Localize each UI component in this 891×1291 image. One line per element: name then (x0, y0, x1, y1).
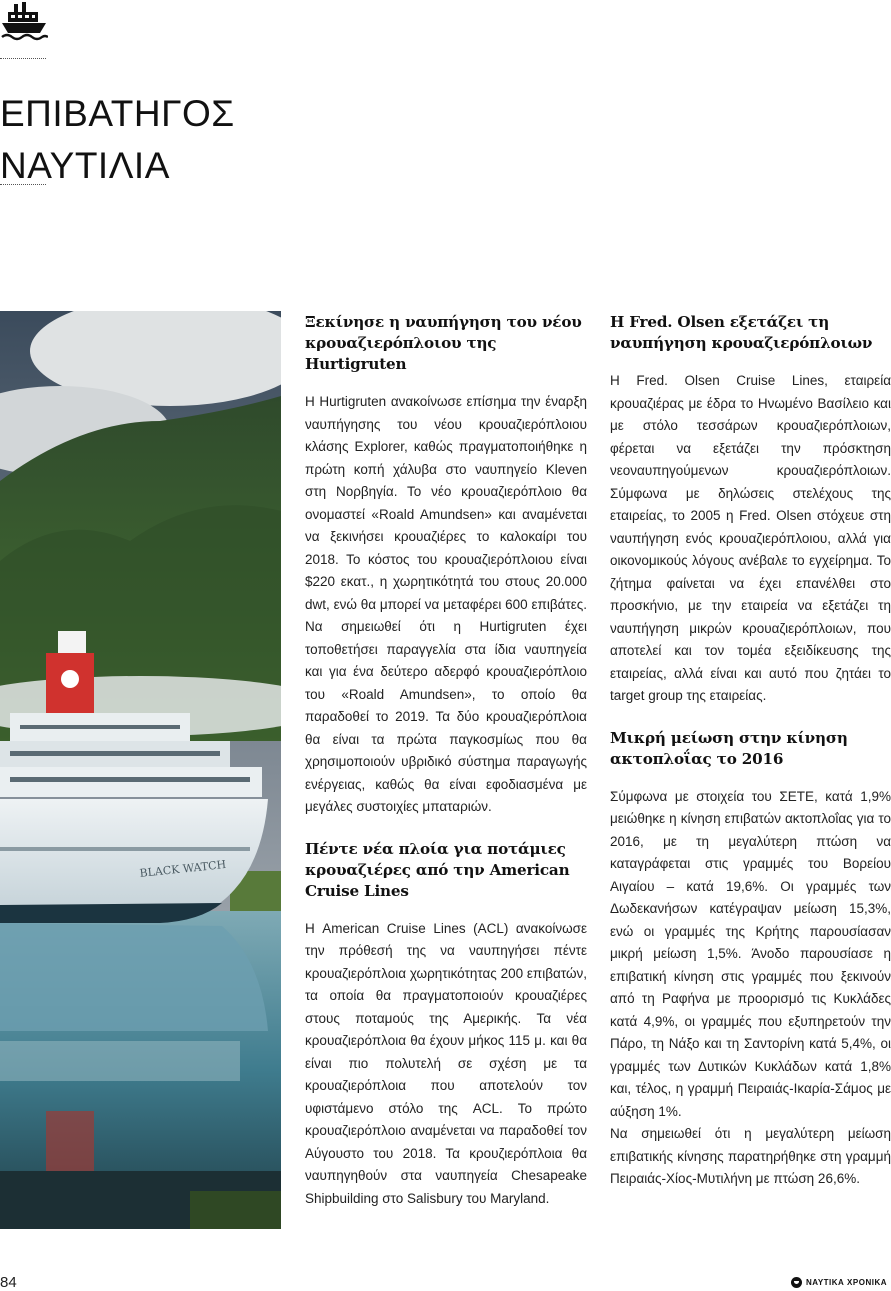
magazine-logo-icon (791, 1277, 802, 1288)
cruise-ship-photo (0, 311, 281, 1229)
column-left (305, 312, 587, 1210)
top-divider (0, 58, 46, 59)
page-number: 84 (0, 1274, 17, 1291)
article-american-cruise-lines (305, 839, 587, 1211)
section-title-line2: ΝΑΥΤΙΛΙΑ (0, 145, 170, 186)
article-title: Πέντε νέα πλοία για ποτάμιες κρουαζιέρες από την American Cruise Lines (305, 839, 570, 900)
ship-icon (0, 0, 48, 46)
article-body: Η Hurtigruten ανακοίνωσε επίσημα την έναρξη ναυπήγησης του νέου κρουαζιερόπλοιου κλάσης Explorer, καθώς πραγματοποιήθηκε η πρώτη κοπή χάλυβα στο ναυπηγείο Kleven στη Νορβηγία. Το νέο κρουαζιερόπλοιο θα ονομαστεί «Roald Amundsen» και αναμένεται να ξεκινήσει κρουαζιέρες το καλοκαίρι του 2018. Το κόστος του κρουαζιερόπλοιου είναι $220 εκατ., η χωρητικότητά του στους 20.000 dwt, ενώ θα μπορεί να μεταφέρει 600 επιβάτες. Να σημειωθεί ότι η Hurtigruten έχει τοποθετήσει παραγγελία στα ίδια ναυπηγεία και για ένα δεύτερο αδερφό κρουαζιερόπλοιο του «Roald Amundsen», το οποίο θα παραδοθεί το 2019. Τα δύο κρουαζιερόπλοια θα είναι τα πρώτα παγκοσμίως που θα χρησιμοποιούν υβριδικό σύστημα παραγωγής ενέργειας, καθώς θα είναι εφοδιασμένα με μεγάλες συστοιχίες μπαταριών. (305, 394, 587, 814)
article-title: Η Fred. Olsen εξετάζει τη ναυπήγηση κρουαζιερόπλοιων (610, 313, 873, 352)
article-coastal-shipping (610, 728, 891, 1191)
article-hurtigruten (305, 312, 587, 819)
article-body-continued: Να σημειωθεί ότι η μεγαλύτερη μείωση επιβατικής κίνησης παρατηρήθηκε στη γραμμή Πειραιάς-Χίος-Μυτιλήνη με πτώση 26,6%. (610, 1126, 891, 1186)
section-title-line1: ΕΠΙΒΑΤΗΓΟΣ (0, 93, 235, 134)
title-divider (0, 184, 46, 185)
section-title (0, 88, 235, 192)
brand-name: ΝΑΥΤΙΚΑ ΧΡΟΝΙΚΑ (806, 1278, 887, 1287)
hull-lettering: BLACK WATCH (138, 857, 227, 880)
article-body: Η Fred. Olsen Cruise Lines, εταιρεία κρουαζιέρας με έδρα το Ηνωμένο Βασίλειο και με στόλο τεσσάρων κρουαζιερόπλοιων, φέρεται να εξετάζει την πρόσκτηση νεοναυπηγούμενων κρουαζιερόπλοιων. Σύμφωνα με δηλώσεις στελέχους της εταιρείας, το 2005 η Fred. Olsen στόχευε στη ναυπήγηση ενός κρουαζιερόπλοιου, αλλά για οικονομικούς λόγους ανέβαλε το εγχείρημα. Το ζήτημα φαίνεται να έχει επανέλθει στο προσκήνιο, με την εταιρεία να εξετάζει τη ναυπήγηση μικρών κρουαζιερόπλοιων, που αποτελεί και τον τομέα εξειδίκευσης της εταιρείας, αλλά είναι και αυτό που ζητάει το target group της εταιρείας. (610, 373, 891, 703)
article-fred-olsen (610, 312, 891, 708)
article-body: Η American Cruise Lines (ACL) ανακοίνωσε την πρόθεσή της να ναυπηγήσει πέντε κρουαζιερόπλοια χωρητικότητας 200 επιβατών, τα οποία θα πραγματοποιούν κρουαζιέρες στους ποταμούς της Αμερικής. Τα νέα κρουαζιερόπλοια θα έχουν μήκος 115 μ. και θα είναι πιο πολυτελή σε σχέση με τα κρουαζιερόπλοια που αποτελούν τον υφιστάμενο στόλο της ACL. Το πρώτο κρουαζιερόπλοιο αναμένεται να παραδοθεί τον Αύγουστο του 2018. Τα κρουζιερόπλοια θα ναυπηγηθούν στα ναυπηγεία Chesapeake Shipbuilding στο Salisbury του Maryland. (305, 920, 587, 1206)
magazine-brand (791, 1277, 887, 1288)
article-title: Ξεκίνησε η ναυπήγηση του νέου κρουαζιερόπλοιου της Hurtigruten (305, 313, 582, 373)
article-title: Μικρή μείωση στην κίνηση ακτοπλοΐας το 2016 (610, 728, 848, 768)
article-body: Σύμφωνα με στοιχεία του ΣΕΤΕ, κατά 1,9% μειώθηκε η κίνηση επιβατών ακτοπλοΐας για το 2016, με τη μεγαλύτερη πτώση να καταγράφεται στις γραμμές του Βορείου Αιγαίου – κατά 19,6%. Οι γραμμές των Δωδεκανήσων κατέγραψαν μείωση 15,3%, ενώ οι γραμμές της Κρήτης παρουσίασαν μικρή μείωση 1,5%. Άνοδο παρουσίασε η επιβατική κίνηση στις γραμμές που ξεκινούν από τη Ραφήνα με προορισμό τις Κυκλάδες κατά 4,9%, οι γραμμές που εξυπηρετούν την Πάρο, τη Νάξο και τη Σαντορίνη κατά 5,4%, οι γραμμές των Δυτικών Κυκλάδων κατά 1,8% και, τέλος, η γραμμή Πειραιάς-Ικαρία-Σάμος με αύξηση 1%. (610, 788, 891, 1119)
column-right (610, 312, 891, 1191)
